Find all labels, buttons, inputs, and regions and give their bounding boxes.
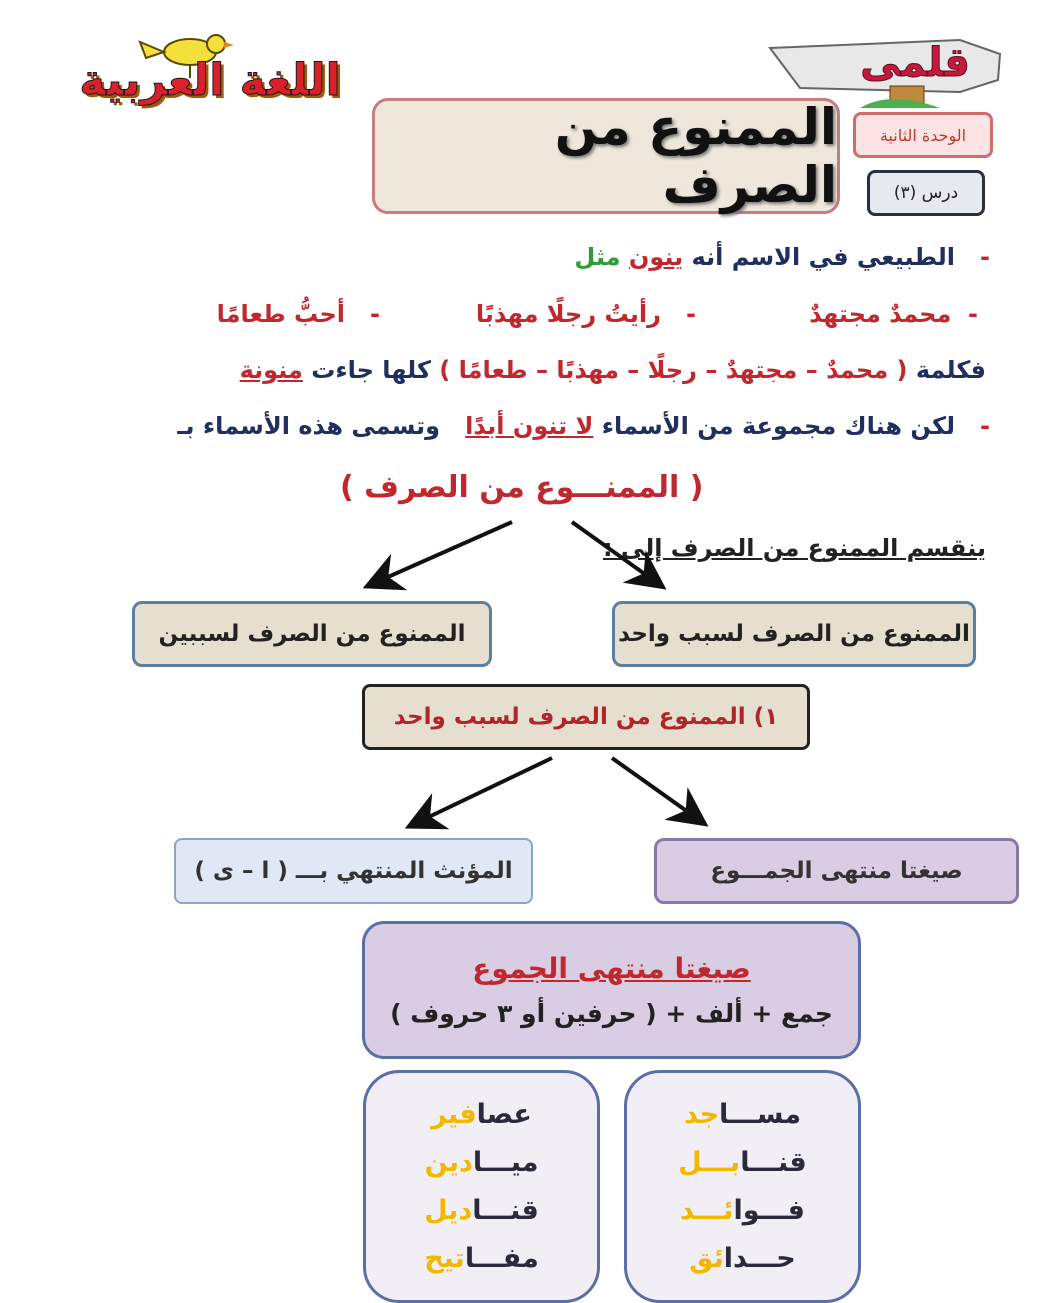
formula-rule: جمع + ألف + ( حرفين أو ٣ حروف ) bbox=[390, 999, 833, 1028]
lesson-badge: درس (٣) bbox=[867, 170, 985, 216]
section-one-box: ١) الممنوع من الصرف لسبب واحد bbox=[362, 684, 810, 750]
formula-box bbox=[362, 921, 861, 1059]
word-item: فـــوائـــد bbox=[680, 1194, 805, 1226]
word-list-right bbox=[624, 1070, 861, 1303]
plural-form-box: صيغتا منتهى الجمـــوع bbox=[654, 838, 1019, 904]
word-item: ميـــادين bbox=[424, 1147, 539, 1179]
example-3: - أحبُّ طعامًا bbox=[216, 300, 380, 328]
example-2: - رأيتُ رجلًا مهذبًا bbox=[475, 300, 696, 328]
one-reason-box: الممنوع من الصرف لسبب واحد bbox=[612, 601, 976, 667]
two-reasons-box: الممنوع من الصرف لسببين bbox=[132, 601, 492, 667]
word-item: مســـاجد bbox=[683, 1099, 802, 1131]
section-heading: ( الممنـــوع من الصرف ) bbox=[340, 470, 704, 505]
arrow-down-right-2 bbox=[612, 758, 702, 822]
arrow-down-left-2 bbox=[412, 758, 552, 825]
intro-line-4: - لكن هناك مجموعة من الأسماء لا تنون أبدًا وتسمى هذه الأسماء بـ bbox=[177, 412, 990, 440]
formula-title: صيغتا منتهى الجموع bbox=[472, 952, 751, 985]
intro-line-3: فكلمة ( محمدٌ – مجتهدٌ – رجلًا – مهذبًا – طعامًا ) كلها جاءت منونة bbox=[239, 356, 986, 384]
word-item: حـــدائق bbox=[689, 1242, 796, 1274]
word-item: قنـــاديل bbox=[424, 1194, 539, 1226]
word-item: عصافير bbox=[431, 1099, 532, 1131]
example-1: - محمدٌ مجتهدٌ bbox=[809, 300, 978, 328]
word-list-left bbox=[363, 1070, 600, 1303]
bullet-dash: - bbox=[963, 243, 990, 271]
logo-right-text: قلمى bbox=[860, 40, 970, 86]
division-text: ينقسم الممنوع من الصرف إلى : bbox=[602, 534, 986, 562]
word-item: مفـــاتيح bbox=[424, 1242, 539, 1274]
feminine-ending-box: المؤنث المنتهي بـــ ( ا – ى ) bbox=[174, 838, 533, 904]
logo-left-text: اللغة العربية bbox=[79, 55, 341, 106]
lesson-title: الممنوع من الصرف bbox=[554, 98, 837, 214]
word-item: قنـــابـــل bbox=[678, 1147, 807, 1179]
arrow-down-right-1 bbox=[572, 522, 660, 585]
arrow-down-left-1 bbox=[370, 522, 512, 585]
unit-badge: الوحدة الثانية bbox=[853, 112, 993, 158]
intro-line-1: - الطبيعي في الاسم أنه ينون مثل bbox=[574, 243, 990, 271]
